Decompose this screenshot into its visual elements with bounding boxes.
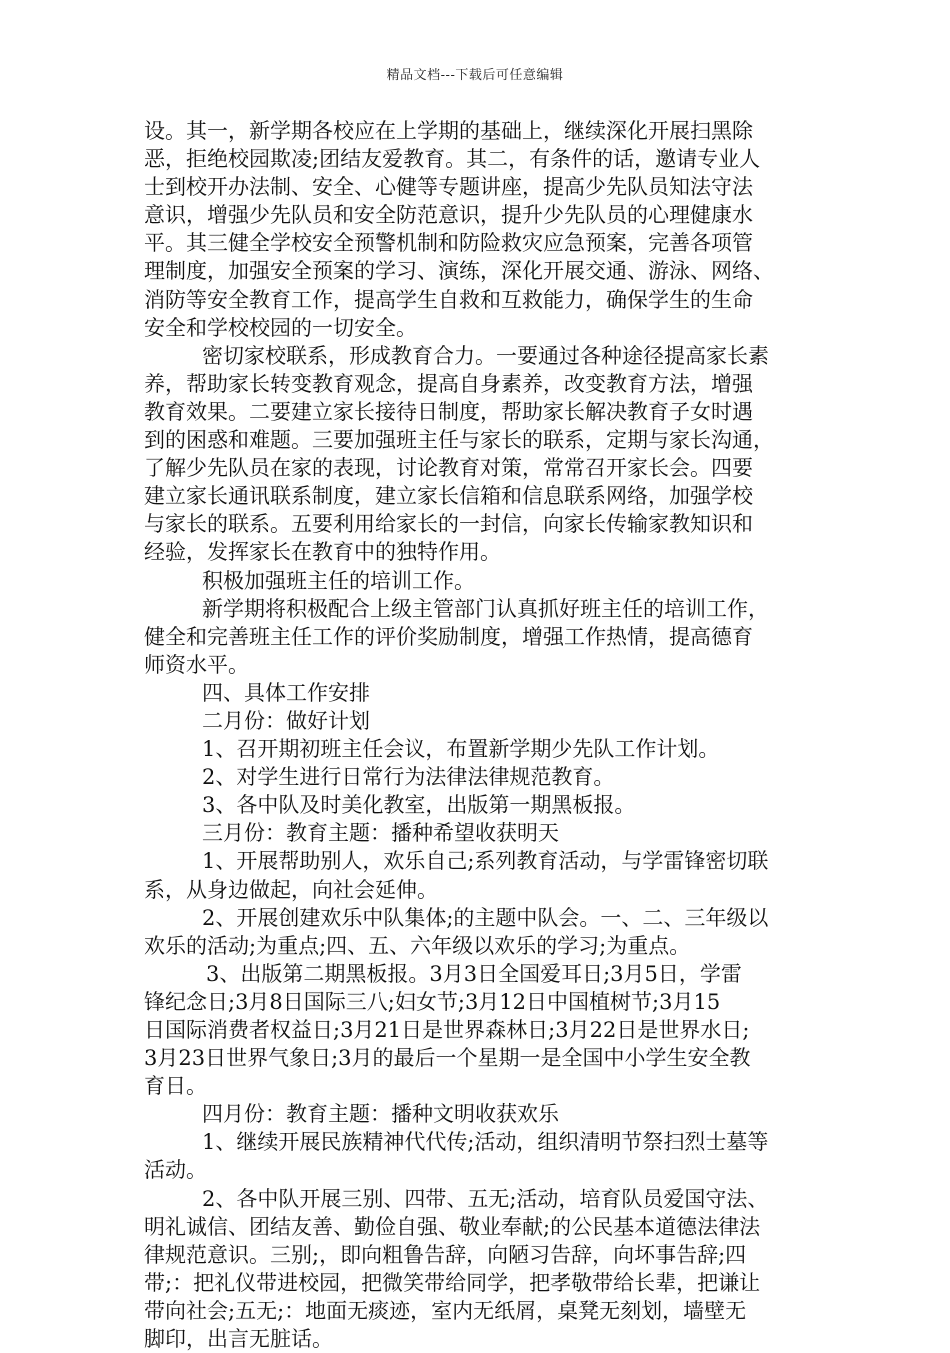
text-line: 消防等安全教育工作，提高学生自救和互救能力，确保学生的生命	[144, 287, 753, 312]
text-line: 密切家校联系，形成教育合力。一要通过各种途径提高家长素	[202, 343, 769, 368]
text-line: 1、开展帮助别人，欢乐自己;系列教育活动，与学雷锋密切联	[202, 849, 769, 874]
text-line: 3、各中队及时美化教室，出版第一期黑板报。	[202, 793, 636, 818]
text-line: 与家长的联系。五要利用给家长的一封信，向家长传输家教知识和	[144, 512, 753, 537]
text-line: 锋纪念日;3月8日国际三八;妇女节;3月12日中国植树节;3月15	[144, 989, 721, 1014]
text-line: 意识，增强少先队员和安全防范意识，提升少先队员的心理健康水	[144, 203, 753, 228]
text-line: 到的困惑和难题。三要加强班主任与家长的联系，定期与家长沟通，	[144, 428, 774, 453]
text-line: 恶，拒绝校园欺凌;团结友爱教育。其二，有条件的话，邀请专业人	[144, 147, 761, 172]
text-line: 安全和学校校园的一切安全。	[144, 315, 417, 340]
text-line: 活动。	[144, 1158, 207, 1183]
text-line: 了解少先队员在家的表现，讨论教育对策，常常召开家长会。四要	[144, 456, 753, 481]
text-line: 设。其一，新学期各校应在上学期的基础上，继续深化开展扫黑除	[144, 119, 753, 143]
text-line: 建立家长通讯联系制度，建立家长信箱和信息联系网络，加强学校	[144, 484, 753, 509]
text-line: 律规范意识。三别;，即向粗鲁告辞，向陋习告辞，向坏事告辞;四	[144, 1242, 747, 1267]
text-line: 日国际消费者权益日;3月21日是世界森林日;3月22日是世界水日;	[144, 1018, 750, 1042]
text-line: 1、召开期初班主任会议，布置新学期少先队工作计划。	[202, 737, 720, 762]
text-line: 育日。	[144, 1074, 207, 1099]
text-line: 教育效果。二要建立家长接待日制度，帮助家长解决教育子女时遇	[144, 399, 753, 424]
text-line: 新学期将积极配合上级主管部门认真抓好班主任的培训工作，	[202, 596, 769, 621]
text-line: 士到校开办法制、安全、心健等专题讲座，提高少先队员知法守法	[144, 175, 753, 200]
text-line: 三月份：教育主题：播种希望收获明天	[202, 821, 559, 846]
text-line: 明礼诚信、团结友善、勤俭自强、敬业奉献;的公民基本道德法律法	[144, 1214, 761, 1239]
text-line: 3、出版第二期黑板报。3月3日全国爱耳日;3月5日，学雷	[206, 961, 742, 986]
text-line: 2、各中队开展三别、四带、五无;活动，培育队员爱国守法、	[202, 1186, 769, 1211]
text-line: 四、具体工作安排	[202, 680, 370, 705]
page-header: 精品文档---下载后可任意编辑	[386, 68, 564, 83]
text-line: 带向社会;五无;：地面无痰迹，室内无纸屑，桌凳无刻划，墙壁无	[144, 1298, 747, 1323]
text-line: 理制度，加强安全预案的学习、演练，深化开展交通、游泳、网络、	[144, 259, 774, 284]
text-line: 师资水平。	[144, 652, 249, 677]
text-line: 1、继续开展民族精神代代传;活动，组织清明节祭扫烈士墓等	[202, 1130, 769, 1155]
text-line: 四月份：教育主题：播种文明收获欢乐	[202, 1102, 559, 1127]
text-line: 平。其三健全学校安全预警机制和防险救灾应急预案，完善各项管	[144, 231, 753, 256]
text-line: 经验，发挥家长在教育中的独特作用。	[144, 540, 501, 565]
text-line: 脚印，出言无脏话。	[144, 1327, 333, 1352]
text-line: 二月份：做好计划	[202, 708, 370, 733]
text-line: 3月23日世界气象日;3月的最后一个星期一是全国中小学生安全教	[144, 1046, 751, 1071]
text-line: 欢乐的活动;为重点;四、五、六年级以欢乐的学习;为重点。	[144, 933, 691, 958]
text-line: 2、对学生进行日常行为法律法律规范教育。	[202, 765, 615, 790]
text-line: 积极加强班主任的培训工作。	[202, 568, 475, 593]
text-line: 健全和完善班主任工作的评价奖励制度，增强工作热情，提高德育	[144, 624, 753, 649]
text-line: 2、开展创建欢乐中队集体;的主题中队会。一、二、三年级以	[202, 905, 769, 930]
text-line: 带;：把礼仪带进校园，把微笑带给同学，把孝敬带给长辈，把谦让	[144, 1270, 761, 1295]
document-body	[144, 117, 820, 1353]
text-line: 系，从身边做起，向社会延伸。	[144, 877, 438, 902]
text-line: 养，帮助家长转变教育观念，提高自身素养，改变教育方法，增强	[144, 371, 753, 396]
